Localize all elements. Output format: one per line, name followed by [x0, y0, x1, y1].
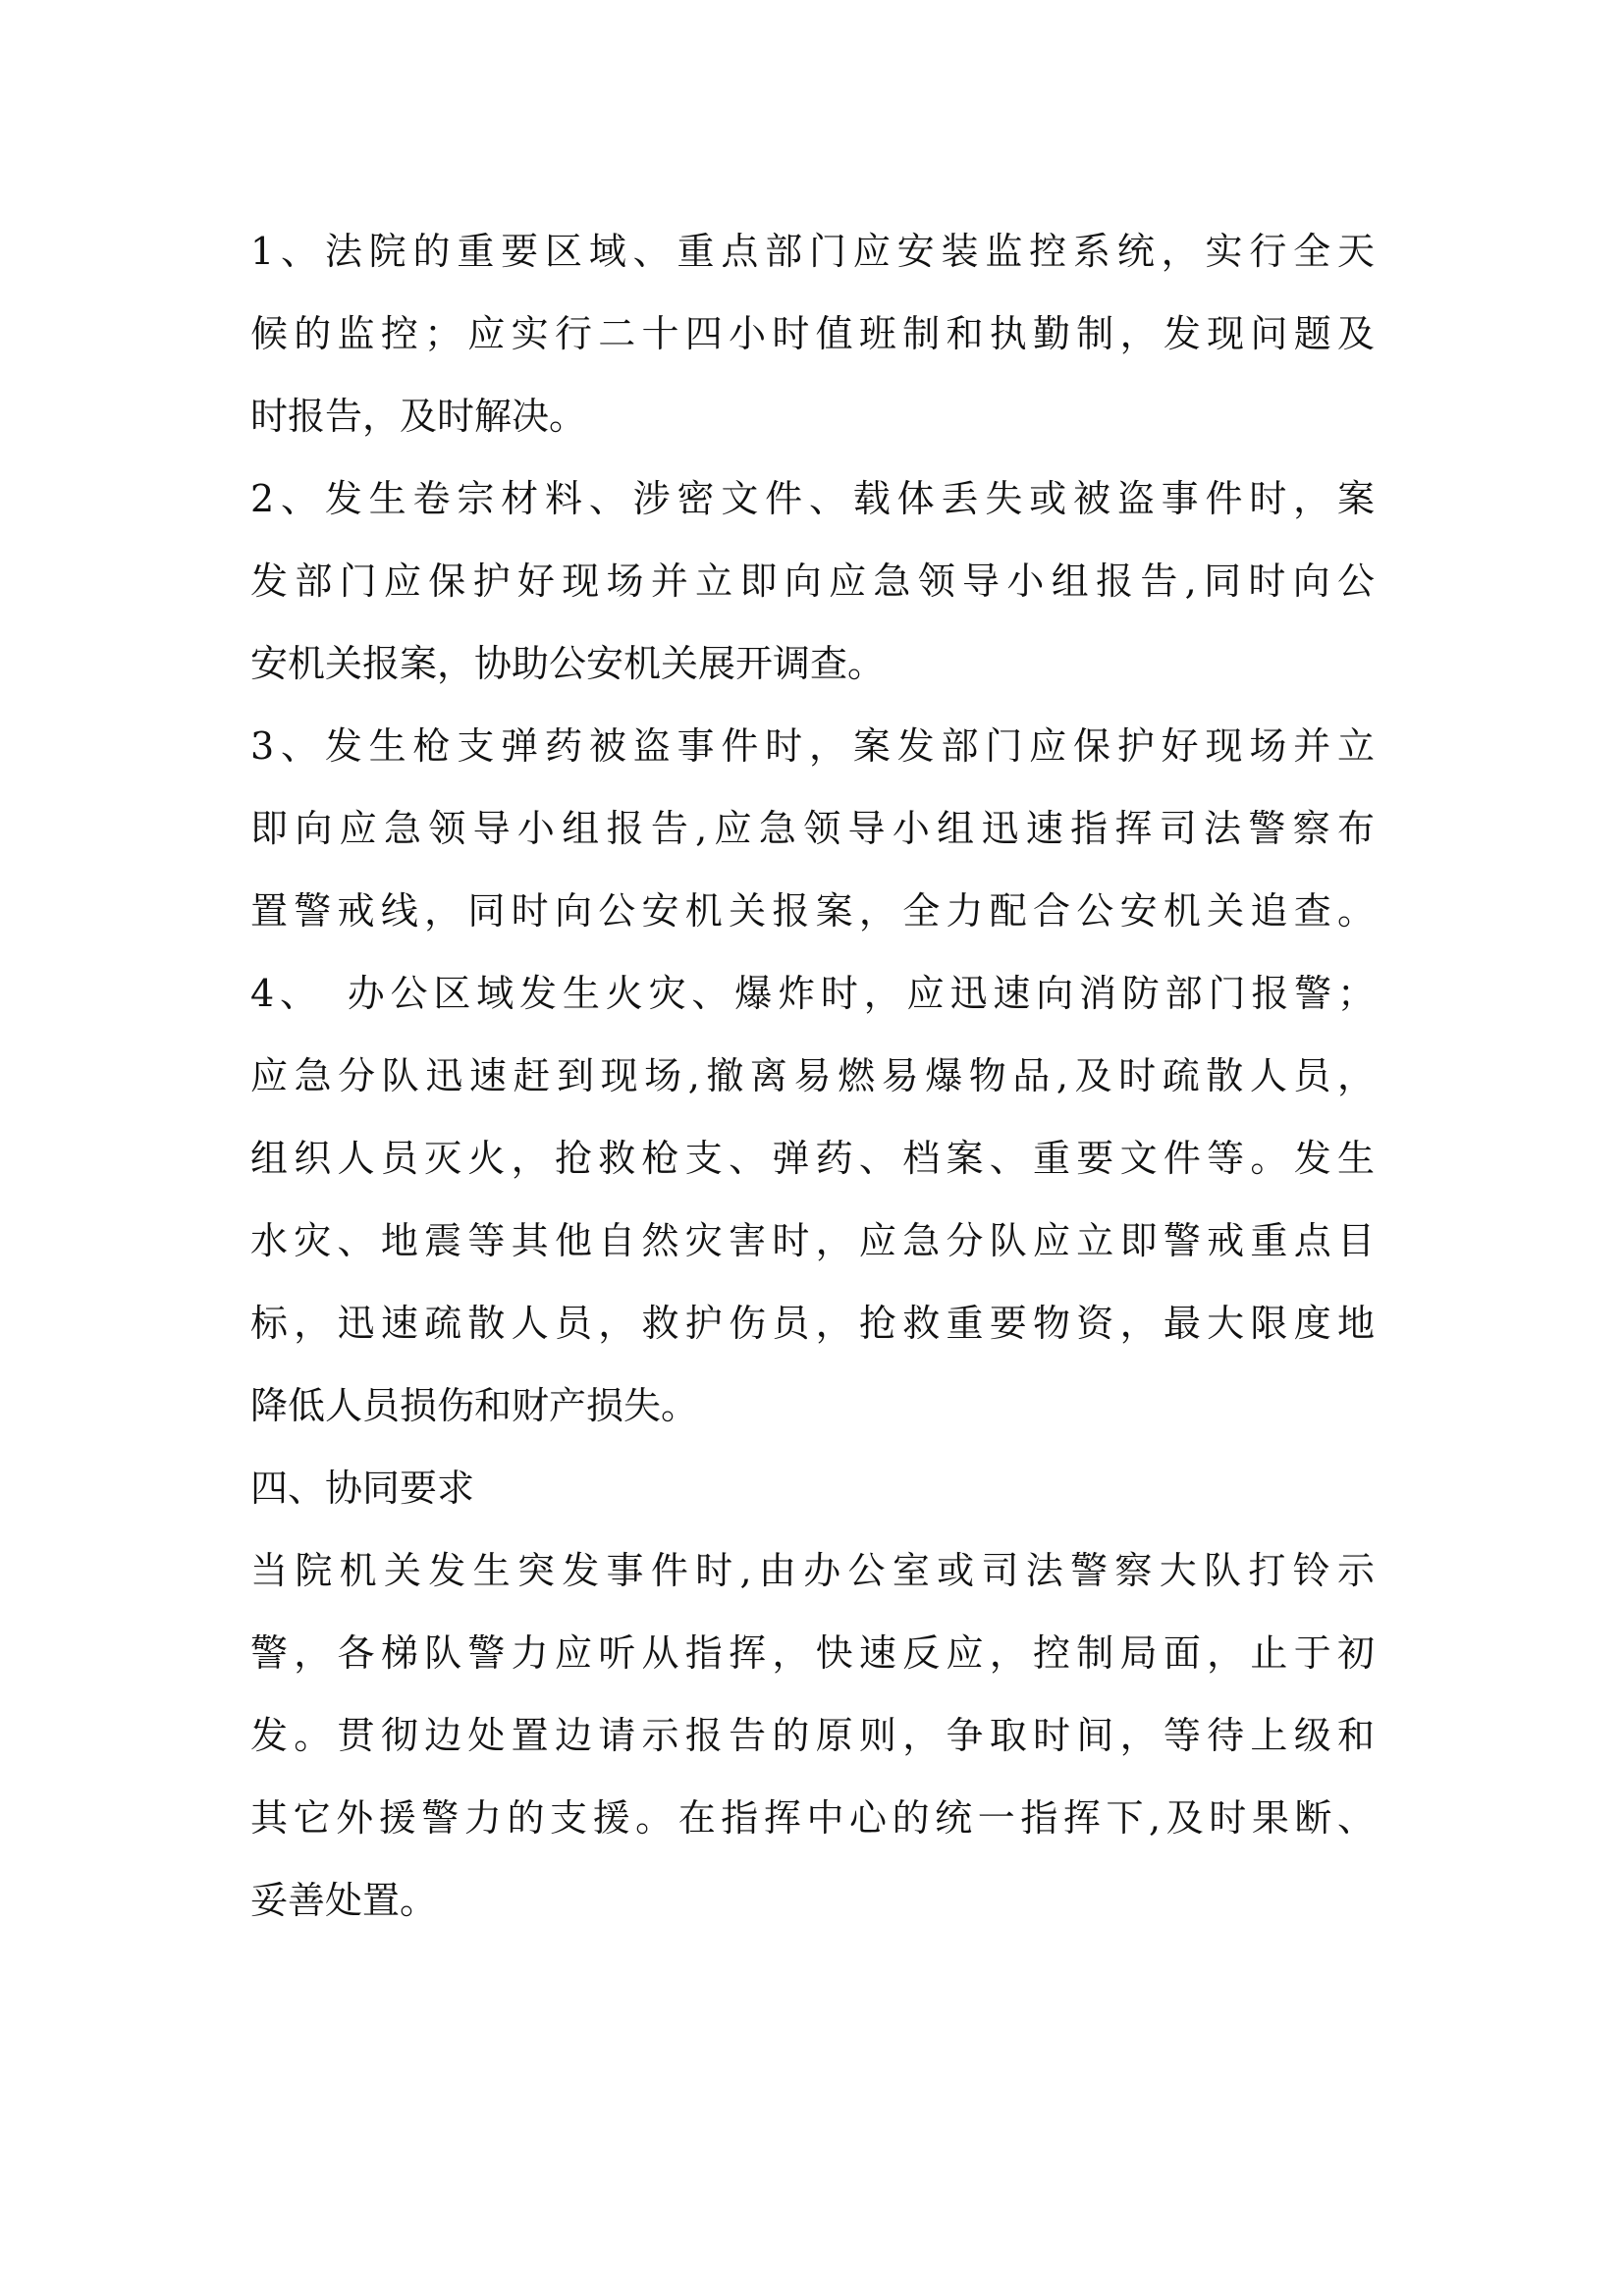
text-line: 即向应急领导小组报告,应急领导小组迅速指挥司法警察布 — [250, 807, 1375, 850]
text-line: 发部门应保护好现场并立即向应急领导小组报告,同时向公 — [250, 560, 1375, 603]
text-line: 1、法院的重要区域、重点部门应安装监控系统，实行全天 — [250, 230, 1375, 273]
text-line: 水灾、地震等其他自然灾害时，应急分队应立即警戒重点目 — [250, 1219, 1375, 1262]
text-line: 妥善处置。 — [250, 1879, 438, 1922]
text-line: 时报告，及时解决。 — [250, 395, 587, 438]
text-line: 警，各梯队警力应听从指挥，快速反应，控制局面，止于初 — [250, 1631, 1375, 1675]
text-line: 标，迅速疏散人员，救护伤员，抢救重要物资，最大限度地 — [250, 1302, 1375, 1345]
text-line: 2、发生卷宗材料、涉密文件、载体丢失或被盗事件时，案 — [250, 477, 1375, 520]
text-line: 降低人员损伤和财产损失。 — [250, 1384, 699, 1427]
text-line: 发。贯彻边处置边请示报告的原则，争取时间，等待上级和 — [250, 1714, 1375, 1757]
text-line: 应急分队迅速赶到现场,撤离易燃易爆物品,及时疏散人员， — [250, 1054, 1375, 1097]
text-line: 其它外援警力的支援。在指挥中心的统一指挥下,及时果断、 — [250, 1796, 1375, 1840]
text-line: 置警戒线，同时向公安机关报案，全力配合公安机关追查。 — [250, 889, 1375, 933]
text-line: 当院机关发生突发事件时,由办公室或司法警察大队打铃示 — [250, 1549, 1375, 1592]
text-line: 候的监控；应实行二十四小时值班制和执勤制，发现问题及 — [250, 312, 1375, 355]
text-line: 3、发生枪支弹药被盗事件时，案发部门应保护好现场并立 — [250, 724, 1375, 768]
text-line: 组织人员灭火，抢救枪支、弹药、档案、重要文件等。发生 — [250, 1137, 1375, 1180]
section-heading: 四、协同要求 — [250, 1467, 475, 1510]
text-line: 安机关报案，协助公安机关展开调查。 — [250, 642, 886, 685]
document-body — [250, 210, 1375, 1942]
text-line: 4、 办公区域发生火灾、爆炸时，应迅速向消防部门报警； — [250, 972, 1375, 1015]
